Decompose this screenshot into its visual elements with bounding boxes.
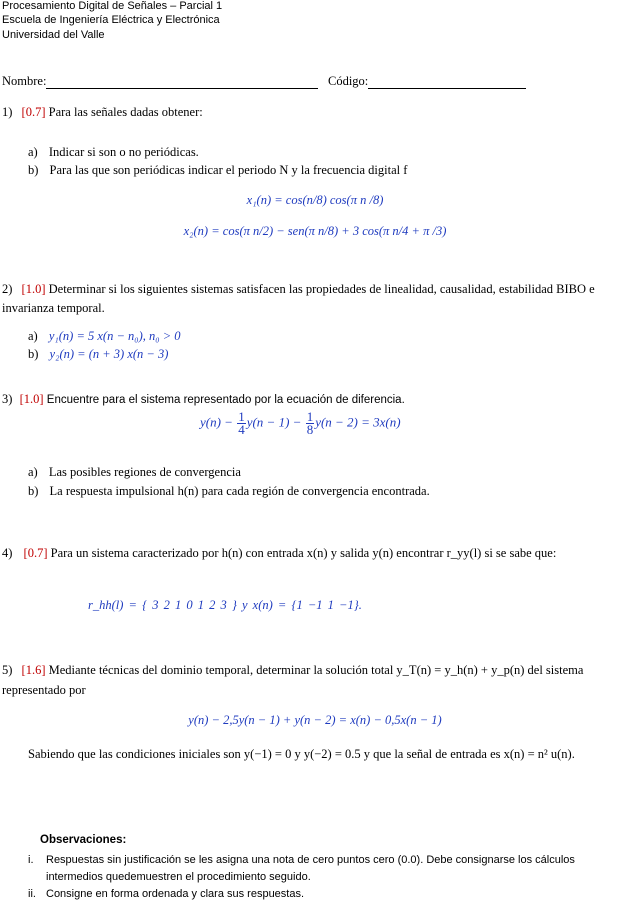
university-name: Universidad del Valle xyxy=(2,29,105,41)
q1-points: [0.7] xyxy=(21,105,46,119)
q4-heading xyxy=(2,544,602,563)
q3-number: 3) xyxy=(2,392,13,406)
observations-list xyxy=(28,852,624,903)
q2-a-label: a) xyxy=(28,329,38,343)
q5-points: [1.6] xyxy=(21,663,46,677)
q5-text: Mediante técnicas del dominio temporal, determinar la solución total y_T(n) = y_h(n) + y_p(n) del sistema representado por xyxy=(2,663,584,697)
q2-b-equation: y₂(n) = (n + 3) x(n − 3) xyxy=(49,347,169,361)
q3-b-label: b) xyxy=(28,484,39,498)
q2-item-a xyxy=(28,329,181,344)
q4-text: Para un sistema caracterizado por h(n) con entrada x(n) y salida y(n) encontrar r_yy(l) si se sabe que: xyxy=(50,546,557,560)
q2-a-equation: y₁(n) = 5 x(n − n₀), n₀ > 0 xyxy=(48,329,181,343)
q3-frac2-numerator: 1 xyxy=(306,409,314,424)
q3-fraction-1 xyxy=(237,411,246,436)
q3-item-a xyxy=(28,465,241,480)
q3-b-text: La respuesta impulsional h(n) para cada región de convergencia encontrada. xyxy=(49,484,430,498)
q3-equation xyxy=(200,411,401,436)
q1-a-label: a) xyxy=(28,145,38,159)
q1-text: Para las señales dadas obtener: xyxy=(48,105,203,119)
q1-item-a xyxy=(28,145,199,160)
q1-number: 1) xyxy=(2,105,13,119)
q5-heading xyxy=(2,660,622,700)
q3-eq-part-c: y(n − 2) = 3x(n) xyxy=(315,414,401,430)
q3-frac1-numerator: 1 xyxy=(238,409,245,424)
q5-conditions: Sabiendo que las condiciones iniciales son y(−1) = 0 y y(−2) = 0.5 y que la señal de entrada es x(n) = n² u(n). xyxy=(28,747,575,761)
q1-a-text: Indicar si son o no periódicas. xyxy=(48,145,199,159)
course-title: Procesamiento Digital de Señales – Parcial 1 xyxy=(2,0,223,12)
observation-i-label: i. xyxy=(28,854,34,866)
q5-equation: y(n) − 2,5y(n − 1) + y(n − 2) = x(n) − 0,5x(n − 1) xyxy=(188,713,442,727)
code-label: Código: xyxy=(328,74,369,88)
name-blank xyxy=(46,88,318,89)
q1-equation-2: x₂(n) = cos(π n/2) − sen(π n/8) + 3 cos(π n/4 + π /3) xyxy=(183,224,447,238)
q3-heading xyxy=(2,392,405,407)
q2-b-label: b) xyxy=(28,347,39,361)
q2-text: Determinar si los siguientes sistemas satisfacen las propiedades de linealidad, causalidad, estabilidad BIBO e invarianza temporal. xyxy=(2,282,595,315)
q2-item-b xyxy=(28,347,168,362)
q4-equation: r_hh(l) = { 3 2 1 0 1 2 3 } y x(n) = {1 −1 1 −1}. xyxy=(88,598,362,612)
q4-points: [0.7] xyxy=(23,546,48,560)
observation-i-text: Respuestas sin justificación se les asigna una nota de cero puntos cero (0.0). Debe consignarse los cálculos intermedios quedemuestren el procedimiento seguido. xyxy=(46,854,575,883)
q3-text: Encuentre para el sistema representado por la ecuación de diferencia. xyxy=(46,394,405,406)
q3-a-text: Las posibles regiones de convergencia xyxy=(48,465,241,479)
q4-number: 4) xyxy=(2,546,13,560)
observations-title: Observaciones: xyxy=(40,834,127,846)
q1-item-b xyxy=(28,163,407,178)
observation-item-i xyxy=(28,852,624,886)
q2-number: 2) xyxy=(2,282,13,296)
name-field xyxy=(2,74,318,89)
q2-heading xyxy=(2,280,602,318)
q3-frac1-denominator: 4 xyxy=(238,422,245,437)
q1-heading xyxy=(2,105,203,120)
q3-a-label: a) xyxy=(28,465,38,479)
q1-b-label: b) xyxy=(28,163,39,177)
observation-item-ii xyxy=(28,886,624,903)
q5-number: 5) xyxy=(2,663,13,677)
observation-ii-label: ii. xyxy=(28,888,36,900)
q1-equation-1: x₁(n) = cos(n/8) cos(π n /8) xyxy=(246,193,384,207)
school-name: Escuela de Ingeniería Eléctrica y Electrónica xyxy=(2,14,220,26)
q3-points: [1.0] xyxy=(19,392,44,406)
code-field xyxy=(328,74,526,89)
q3-eq-part-b: y(n − 1) − xyxy=(246,414,302,430)
q3-fraction-2 xyxy=(306,411,315,436)
q2-points: [1.0] xyxy=(21,282,46,296)
q1-b-text: Para las que son periódicas indicar el periodo N y la frecuencia digital f xyxy=(49,163,408,177)
q3-item-b xyxy=(28,484,430,499)
code-blank xyxy=(368,88,526,89)
observation-ii-text: Consigne en forma ordenada y clara sus respuestas. xyxy=(46,888,305,900)
q3-eq-part-a: y(n) − xyxy=(200,414,233,430)
name-label: Nombre: xyxy=(2,74,47,88)
q3-frac2-denominator: 8 xyxy=(306,422,314,437)
